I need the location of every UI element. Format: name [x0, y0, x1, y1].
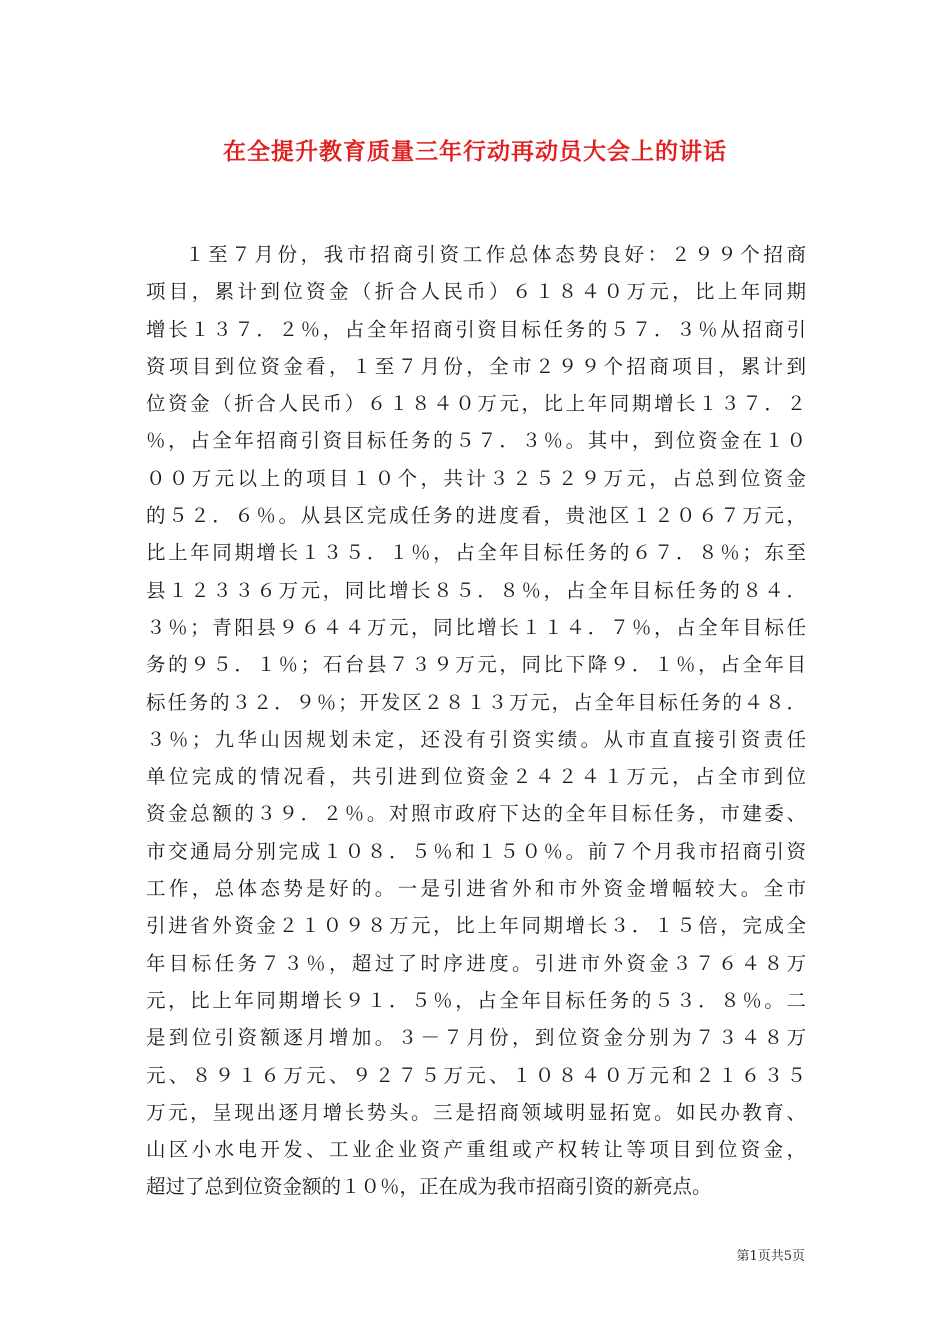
body-line: ００万元以上的项目１０个，共计３２５２９万元，占总到位资金 [146, 466, 806, 490]
body-line: 项目，累计到位资金（折合人民币）６１８４０万元，比上年同期 [146, 280, 806, 304]
body-line: ％，占全年招商引资目标任务的５７．３％。其中，到位资金在１０ [146, 429, 806, 453]
body-line: 引进省外资金２１０９８万元，比上年同期增长３．１５倍，完成全 [146, 914, 806, 938]
body-line: 单位完成的情况看，共引进到位资金２４２４１万元，占全市到位 [146, 765, 806, 789]
body-line: 资金总额的３９．２％。对照市政府下达的全年目标任务，市建委、 [146, 802, 806, 826]
page-number: 第1页共5页 [736, 1249, 805, 1264]
body-line: 工作，总体态势是好的。一是引进省外和市外资金增幅较大。全市 [146, 877, 806, 901]
body-line: 元、８９１６万元、９２７５万元、１０８４０万元和２１６３５ [146, 1063, 806, 1087]
body-line: 比上年同期增长１３５．１％，占全年目标任务的６７．８％；东至 [146, 541, 806, 565]
body-line: 位资金（折合人民币）６１８４０万元，比上年同期增长１３７．２ [146, 392, 806, 416]
body-line: ３％；青阳县９６４４万元，同比增长１１４．７％，占全年目标任 [146, 615, 806, 639]
body-line: 山区小水电开发、工业企业资产重组或产权转让等项目到位资金， [146, 1138, 806, 1162]
body-line: 资项目到位资金看，１至７月份，全市２９９个招商项目，累计到 [146, 354, 806, 378]
body-line: 年目标任务７３％，超过了时序进度。引进市外资金３７６４８万 [146, 951, 806, 975]
body-line: 标任务的３２．９％；开发区２８１３万元，占全年目标任务的４８． [146, 690, 806, 714]
document-body [146, 236, 806, 1206]
body-line: 元，比上年同期增长９１．５％，占全年目标任务的５３．８％。二 [146, 988, 806, 1012]
body-line: 万元，呈现出逐月增长势头。三是招商领域明显拓宽。如民办教育、 [146, 1100, 806, 1124]
body-line: ３％；九华山因规划未定，还没有引资实绩。从市直直接引资责任 [146, 727, 806, 751]
body-line: 市交通局分别完成１０８．５％和１５０％。前７个月我市招商引资 [146, 839, 806, 863]
body-line: 务的９５．１％；石台县７３９万元，同比下降９．１％，占全年目 [146, 653, 806, 677]
body-line: 的５２．６％。从县区完成任务的进度看，贵池区１２０６７万元， [146, 504, 806, 528]
body-line: 是到位引资额逐月增加。３－７月份，到位资金分别为７３４８万 [146, 1026, 806, 1050]
document-title: 在全提升教育质量三年行动再动员大会上的讲话 [223, 138, 727, 165]
body-line: 增长１３７．２％，占全年招商引资目标任务的５７．３％从招商引 [146, 317, 806, 341]
body-line: １至７月份，我市招商引资工作总体态势良好：２９９个招商 [185, 243, 806, 266]
body-line: 超过了总到位资金额的１０％，正在成为我市招商引资的新亮点。 [146, 1175, 712, 1199]
body-line: 县１２３３６万元，同比增长８５．８％，占全年目标任务的８４． [146, 578, 806, 602]
